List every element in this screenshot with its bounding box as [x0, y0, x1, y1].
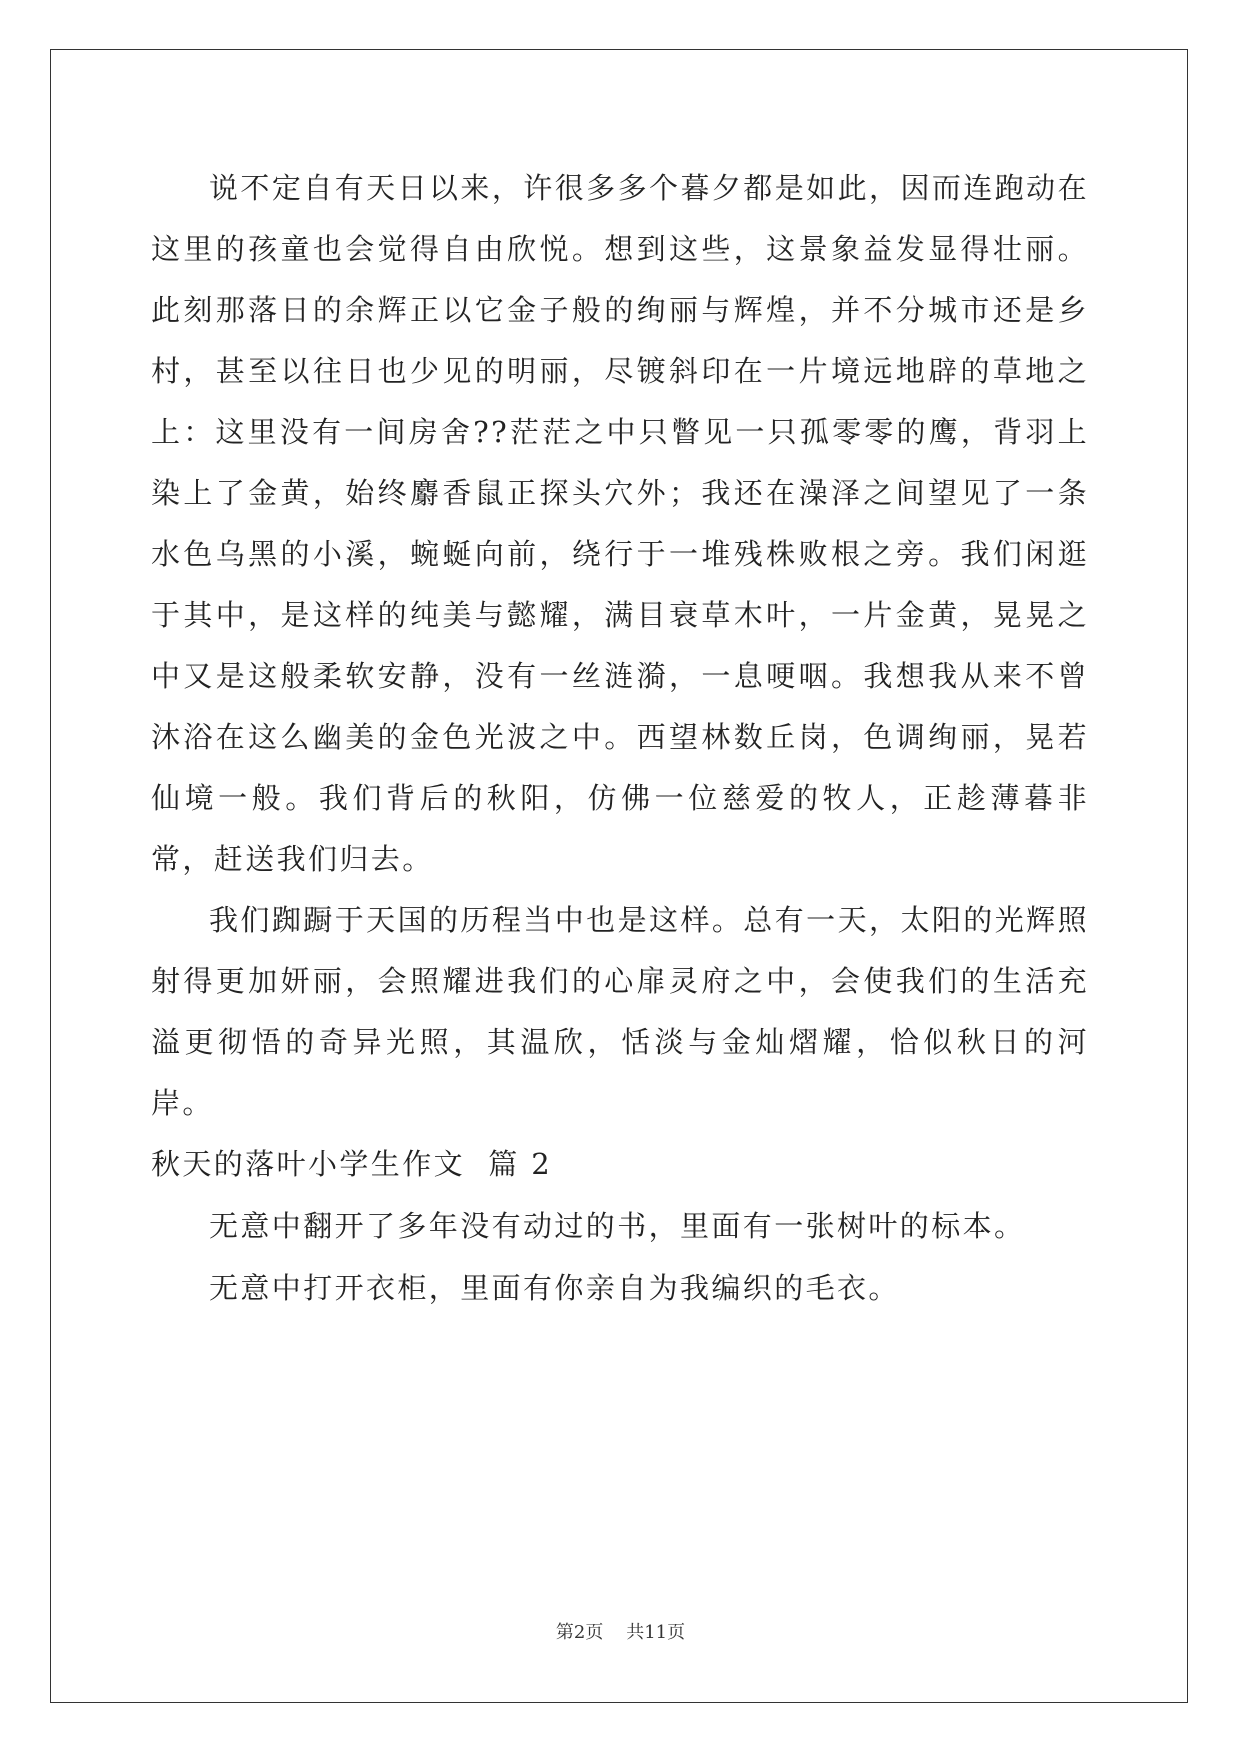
body-paragraph-2: 我们踟蹰于天国的历程当中也是这样。总有一天，太阳的光辉照射得更加妍丽，会照耀进我们的心扉灵府之中，会使我们的生活充溢更彻悟的奇异光照，其温欣，恬淡与金灿熠耀，恰似秋日的河岸。	[151, 903, 1089, 1120]
section-paragraph-1: 无意中翻开了多年没有动过的书，里面有一张树叶的标本。	[209, 1209, 1026, 1243]
section-paragraph-2: 无意中打开衣柜，里面有你亲自为我编织的毛衣。	[209, 1271, 900, 1305]
page-total: 共11页	[626, 1622, 686, 1643]
document-body	[151, 158, 1089, 1319]
section-heading: 秋天的落叶小学生作文 篇 2	[151, 1147, 553, 1181]
body-paragraph-1: 说不定自有天日以来，许很多多个暮夕都是如此，因而连跑动在这里的孩童也会觉得自由欣悦。想到这些，这景象益发显得壮丽。此刻那落日的余辉正以它金子般的绚丽与辉煌，并不分城市还是乡村，甚至以往日也少见的明丽，尽镀斜印在一片境远地辟的草地之上：这里没有一间房舍??茫茫之中只瞥见一只孤零零的鹰，背羽上染上了金黄，始终麝香鼠正探头穴外；我还在澡泽之间望见了一条水色乌黑的小溪，蜿蜒向前，绕行于一堆残株败根之旁。我们闲逛于其中，是这样的纯美与懿耀，满目衰草木叶，一片金黄，晃晃之中又是这般柔软安静，没有一丝涟漪，一息哽咽。我想我从来不曾沐浴在这么幽美的金色光波之中。西望林数丘岗，色调绚丽，晃若仙境一般。我们背后的秋阳，仿佛一位慈爱的牧人，正趁薄暮非常，赶送我们归去。	[151, 171, 1089, 876]
page-number: 第2页	[555, 1622, 604, 1643]
page-footer	[0, 1618, 1241, 1644]
